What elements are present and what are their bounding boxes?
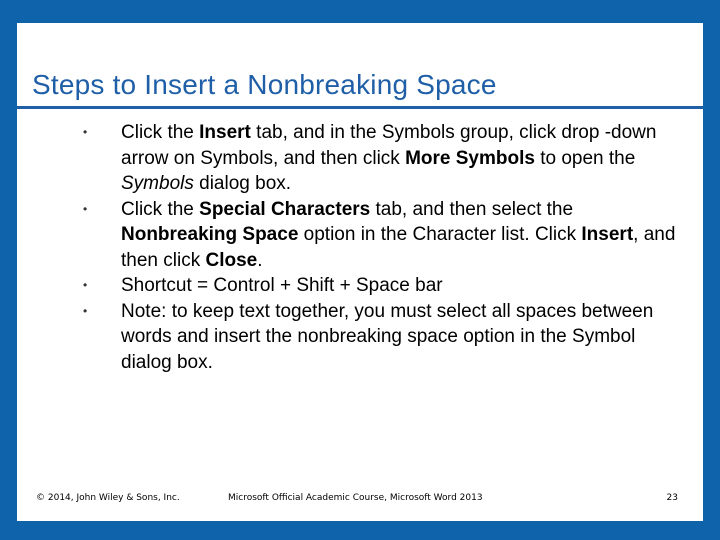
bold-run: Insert xyxy=(199,122,251,143)
bullet-text xyxy=(121,122,656,194)
text-run: Note: to keep text together, you must select all spaces between words and insert the nonbreaking space option in the Symbol dialog box. xyxy=(121,300,654,373)
italic-run: Symbols xyxy=(121,173,194,194)
slide-title: Steps to Insert a Nonbreaking Space xyxy=(32,69,497,100)
bullet-item xyxy=(17,299,683,376)
bullet-marker: • xyxy=(83,278,88,292)
bold-run: More Symbols xyxy=(405,147,535,169)
bold-run: Insert xyxy=(581,224,634,245)
footer-course: Microsoft Official Academic Course, Microsoft Word 2013 xyxy=(228,493,483,503)
bold-run: Nonbreaking Space xyxy=(121,224,299,245)
footer-page-number: 23 xyxy=(666,493,678,503)
bullet-text xyxy=(121,301,653,373)
bullet-item xyxy=(17,197,683,274)
text-run: dialog box. xyxy=(193,173,292,194)
text-run: tab, and in the Symbols group, click drop -down arrow on Symbols, and then click xyxy=(121,122,657,169)
title-underline xyxy=(17,106,703,109)
text-run: Shortcut = Control + Shift + Space bar xyxy=(121,275,443,296)
text-run: option in the Character list. Click xyxy=(298,224,582,245)
text-run: . xyxy=(257,249,263,271)
text-run: Click the xyxy=(121,122,200,143)
slide xyxy=(17,23,703,521)
bullet-item xyxy=(17,273,683,299)
footer-copyright: © 2014, John Wiley & Sons, Inc. xyxy=(36,493,180,503)
bullet-marker: • xyxy=(83,303,88,318)
bullet-marker: • xyxy=(83,125,88,139)
text-run: tab, and then select the xyxy=(370,198,574,220)
bullet-list xyxy=(17,120,683,375)
bold-run: Close xyxy=(205,249,258,271)
bullet-marker: • xyxy=(83,201,88,216)
text-run: Click the xyxy=(121,198,200,220)
bullet-text xyxy=(121,199,675,271)
bold-run: Special Characters xyxy=(199,198,371,220)
text-run: , and then click xyxy=(121,224,676,271)
text-run: to open the xyxy=(534,147,636,169)
bullet-text xyxy=(121,275,443,296)
bullet-item xyxy=(17,120,683,197)
